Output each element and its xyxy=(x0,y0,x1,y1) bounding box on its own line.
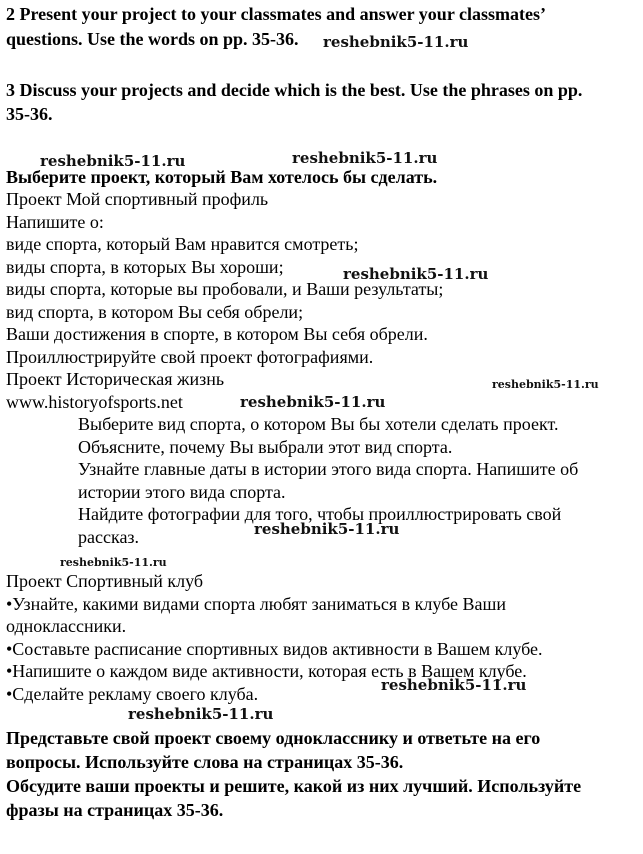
project3-item: •Напишите о каждом виде активности, которая есть в Вашем клубе. xyxy=(6,661,527,681)
project1-intro: Напишите о: xyxy=(6,212,104,232)
watermark: reshebnik5-11.ru xyxy=(381,676,527,694)
watermark: reshebnik5-11.ru xyxy=(40,152,186,170)
task3-line1: 3 Discuss your projects and decide which is the best. Use the phrases on pp. xyxy=(6,80,583,100)
project3-title: Проект Спортивный клуб xyxy=(6,571,203,591)
watermark: reshebnik5-11.ru xyxy=(60,556,167,569)
project1-item: виды спорта, в которых Вы хороши; xyxy=(6,257,284,277)
watermark: reshebnik5-11.ru xyxy=(128,705,274,723)
project3-item: одноклассники. xyxy=(6,616,127,636)
task2-line2: questions. Use the words on pp. 35-36. xyxy=(6,29,299,49)
task3-line2: 35-36. xyxy=(6,104,53,124)
project1-item: виде спорта, который Вам нравится смотреть; xyxy=(6,234,359,254)
project1-item: вид спорта, в котором Вы себя обрели; xyxy=(6,302,304,322)
translation-heading: Выберите проект, который Вам хотелось бы сделать. xyxy=(6,167,438,187)
project2-line: Узнайте главные даты в истории этого вида спорта. Напишите об xyxy=(78,459,579,479)
task2-line1: 2 Present your project to your classmates and answer your classmates’ xyxy=(6,4,546,24)
watermark: reshebnik5-11.ru xyxy=(323,33,469,51)
watermark: reshebnik5-11.ru xyxy=(254,520,400,538)
watermark: reshebnik5-11.ru xyxy=(292,149,438,167)
watermark: reshebnik5-11.ru xyxy=(240,393,386,411)
project3-item: •Составьте расписание спортивных видов активности в Вашем клубе. xyxy=(6,639,543,659)
project2-line: Объясните, почему Вы выбрали этот вид спорта. xyxy=(78,437,453,457)
project2-website: www.historyofsports.net xyxy=(6,392,183,412)
project2-line: Найдите фотографии для того, чтобы проиллюстрировать свой xyxy=(78,504,562,524)
project2-title: Проект Историческая жизнь xyxy=(6,369,225,389)
project2-line: рассказ. xyxy=(78,527,140,547)
watermark: reshebnik5-11.ru xyxy=(343,265,489,283)
project3-item: •Узнайте, какими видами спорта любят заниматься в клубе Ваши xyxy=(6,594,506,614)
watermark: reshebnik5-11.ru xyxy=(492,378,599,391)
project2-line: Выберите вид спорта, о котором Вы бы хотели сделать проект. xyxy=(78,414,559,434)
project1-item: виды спорта, которые вы пробовали, и Ваши результаты; xyxy=(6,279,444,299)
final-line: вопросы. Используйте слова на страницах 35-36. xyxy=(6,752,404,772)
project1-item: Ваши достижения в спорте, в котором Вы себя обрели. xyxy=(6,324,428,344)
project1-outro: Проиллюстрируйте свой проект фотографиями. xyxy=(6,347,374,367)
final-line: Обсудите ваши проекты и решите, какой из них лучший. Используйте xyxy=(6,776,582,796)
final-line: фразы на страницах 35-36. xyxy=(6,800,224,820)
project2-line: истории этого вида спорта. xyxy=(78,482,286,502)
project1-title: Проект Мой спортивный профиль xyxy=(6,189,269,209)
project3-item: •Сделайте рекламу своего клуба. xyxy=(6,684,259,704)
final-line: Представьте свой проект своему однокласснику и ответьте на его xyxy=(6,728,541,748)
